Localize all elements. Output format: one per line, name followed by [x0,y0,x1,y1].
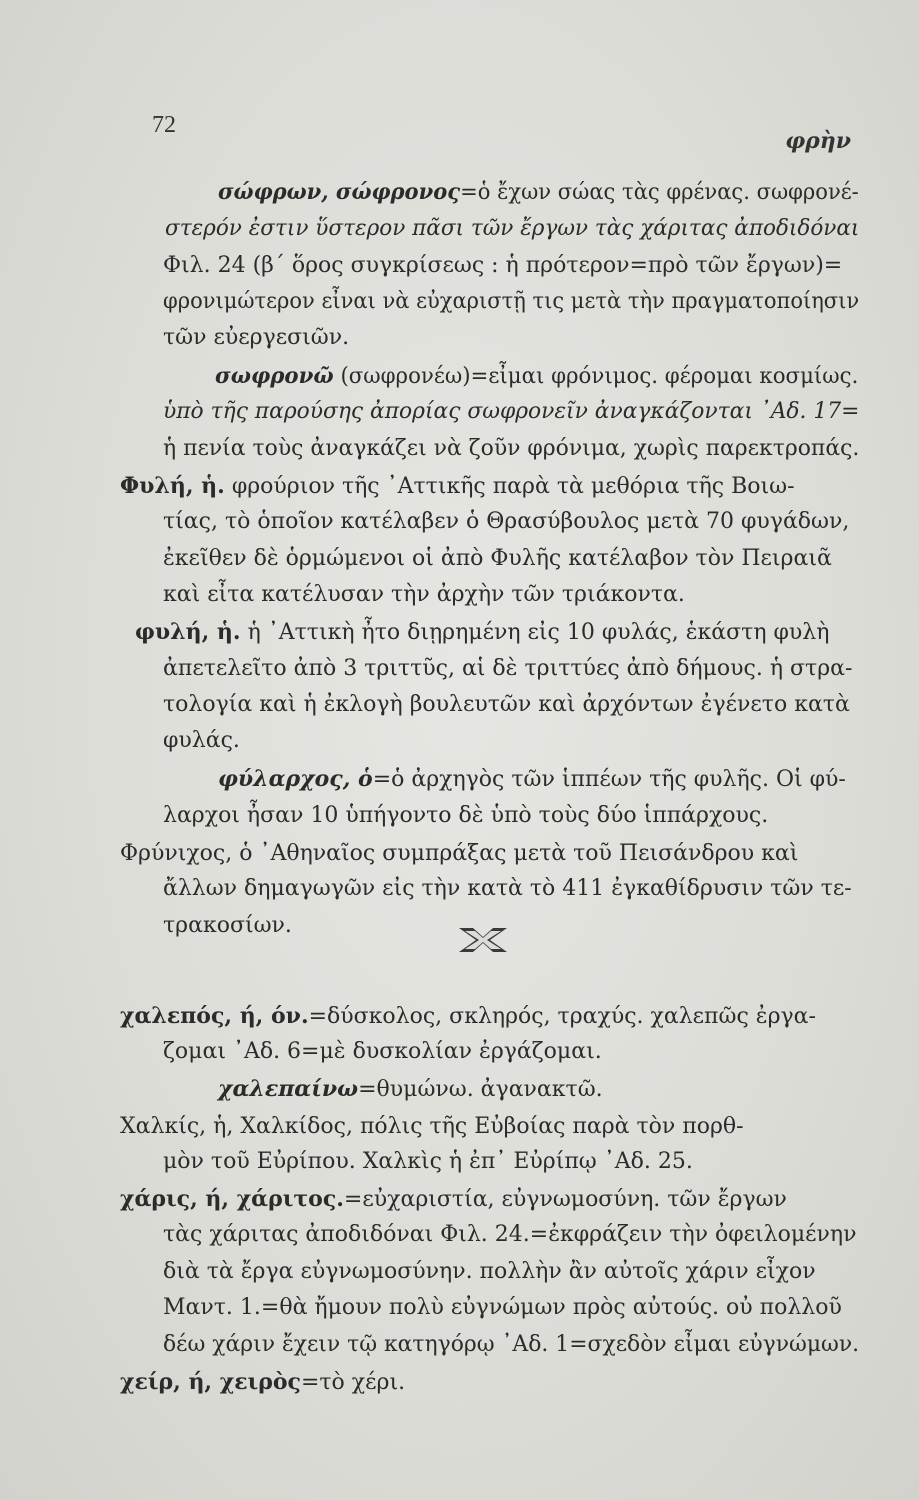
entry-definition: φρούριον τῆς ᾿Αττικῆς παρὰ τὰ μεθόρια τῆς Βοιω- [224,474,795,499]
text-line: μὸν τοῦ Εὐρίπου. Χαλκὶς ἡ ἐπ᾿ Εὐρίπῳ ᾿Αδ. 25. [163,1149,693,1174]
text-line [218,765,846,794]
entry-headword: χάρις, ή, χάριτος. [120,1186,344,1212]
entry-definition: =τὸ χέρι. [300,1370,406,1395]
entry-definition: ἡ ᾿Αττικὴ ἦτο διῃρημένη εἰς 10 φυλάς, ἑκάστη φυλὴ [240,620,830,645]
entry-definition: =ὁ ἀρχηγὸς τῶν ἱππέων τῆς φυλῆς. Οἱ φύ- [372,767,846,792]
text-line: φρονιμώτερον εἶναι νὰ εὐχαριστῇ τις μετὰ τὴν πραγματοποίησιν [163,289,860,314]
entry-headword: χαλεπαίνω [218,1076,359,1102]
text-line: Φιλ. 24 (β΄ ὅρος συγκρίσεως : ἡ πρότερον=πρὸ τῶν ἔργων)= [163,253,843,278]
text-line: λαρχοι ἦσαν 10 ὑπήγοντο δὲ ὑπὸ τοὺς δύο ἱππάρχους. [163,803,769,828]
entry-definition: =ὁ ἔχων σώας τὰς φρένας. σωφρονέ- [460,180,859,205]
text-line: ὑπὸ τῆς παρούσης ἀπορίας σωφρονεῖν ἀναγκάζονται ᾿Αδ. 17= [163,399,860,424]
text-line: καὶ εἶτα κατέλυσαν τὴν ἀρχὴν τῶν τριάκοντα. [163,582,685,607]
text-line: τίας, τὸ ὁποῖον κατέλαβεν ὁ Θρασύβουλος μετὰ 70 φυγάδων, [163,509,850,534]
entry-headword: σωφρονῶ [215,363,334,389]
text-line [120,1185,787,1214]
entry-definition: (σωφρονέω)=εἶμαι φρόνιμος. φέρομαι κοσμίως. [333,364,859,389]
text-line [120,839,798,868]
text-line [135,618,829,647]
section-letter-chi [455,925,511,955]
text-line: δέω χάριν ἔχειν τῷ κατηγόρῳ ᾿Αδ. 1=σχεδὸν εἶμαι εὐγνώμων. [163,1332,860,1357]
text-line [120,1112,744,1141]
entry-definition: =δύσκολος, σκληρός, τραχύς. χαλεπῶς ἐργα- [308,1004,816,1029]
text-line: ἄλλων δημαγωγῶν εἰς τὴν κατὰ τὸ 411 ἐγκαθίδρυσιν τῶν τε- [163,876,852,901]
text-line: ζομαι ᾿Αδ. 6=μὲ δυσκολίαν ἐργάζομαι. [163,1039,602,1064]
text-line [218,178,859,207]
entry-definition: Χαλκίς, ἡ, Χαλκίδος, πόλις τῆς Εὐβοίας παρὰ τὸν πορθ- [120,1114,744,1139]
entry-headword: σώφρων, σώφρονος [218,179,461,205]
text-line [218,1075,603,1104]
entry-headword: χείρ, ή, χειρὸς [120,1369,301,1395]
text-line: τρακοσίων. [163,913,292,938]
text-line [120,472,795,501]
entry-headword: χαλεπός, ή, όν. [120,1003,309,1029]
text-line [120,1368,405,1397]
text-line: ἡ πενία τοὺς ἀναγκάζει νὰ ζοῦν φρόνιμα, χωρὶς παρεκτροπάς. [163,436,860,461]
page-number: 72 [152,112,176,138]
text-line: διὰ τὰ ἔργα εὐγνωμοσύνην. πολλὴν ἂν αὐτοῖς χάριν εἶχον [163,1259,816,1284]
text-line: τολογία καὶ ἡ ἐκλογὴ βουλευτῶν καὶ ἀρχόντων ἐγένετο κατὰ [163,692,850,717]
text-line: στερόν ἐστιν ὕστερον πᾶσι τῶν ἔργων τὰς χάριτας ἀποδιδόναι [165,216,860,241]
running-head: φρὴν [785,128,851,154]
text-line: τῶν εὐεργεσιῶν. [163,325,350,350]
text-line: φυλάς. [163,728,240,753]
text-line: ἐκεῖθεν δὲ ὁρμώμενοι οἱ ἀπὸ Φυλῆς κατέλαβον τὸν Πειραιᾶ [163,546,832,571]
text-line [215,362,859,391]
text-line: Μαντ. 1.=θὰ ἤμουν πολὺ εὐγνώμων πρὸς αὐτούς. οὐ πολλοῦ [163,1295,842,1320]
entry-definition: Φρύνιχος, ὁ ᾿Αθηναῖος συμπράξας μετὰ τοῦ Πεισάνδρου καὶ [120,841,799,866]
text-line: ἀπετελεῖτο ἀπὸ 3 τριττῦς, αἱ δὲ τριττύες ἀπὸ δήμους. ἡ στρα- [163,656,853,681]
entry-definition: =εὐχαριστία, εὐγνωμοσύνη. τῶν ἔργων [343,1187,787,1212]
text-line: τὰς χάριτας ἀποδιδόναι Φιλ. 24.=ἐκφράζειν τὴν ὀφειλομένην [163,1222,857,1247]
entry-headword: Φυλή, ἡ. [120,473,225,499]
text-line [120,1002,816,1031]
entry-headword: φυλή, ἡ. [135,619,241,645]
entry-definition: =θυμώνω. ἀγανακτῶ. [358,1077,603,1102]
entry-headword: φύλαρχος, ὁ [218,766,373,792]
